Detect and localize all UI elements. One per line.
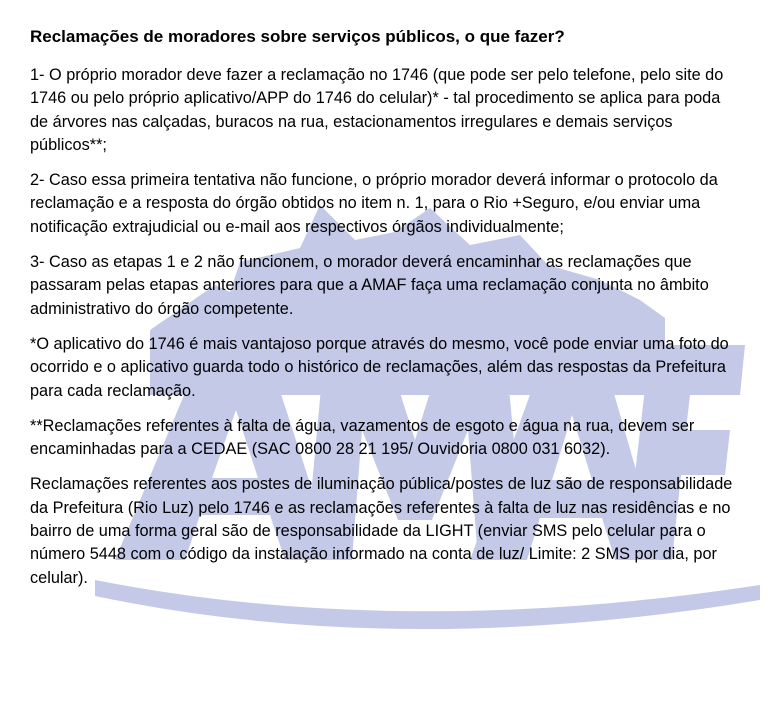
paragraph-step-2: 2- Caso essa primeira tentativa não funcione, o próprio morador deverá informar o protocolo da reclamação e a resposta do órgão obtidos no item n. 1, para o Rio +Seguro, e/ou enviar uma notificação extrajudicial ou e-mail aos respectivos órgãos individualmente; xyxy=(30,171,718,236)
document-title: Reclamações de moradores sobre serviços públicos, o que fazer? xyxy=(30,27,565,46)
paragraph-step-3: 3- Caso as etapas 1 e 2 não funcionem, o morador deverá encaminhar as reclamações que passaram pelas etapas anteriores para que a AMAF faça uma reclamação conjunta no âmbito administrativo do órgão competente. xyxy=(30,253,709,318)
footnote-app-advantage: *O aplicativo do 1746 é mais vantajoso porque através do mesmo, você pode enviar uma foto do ocorrido e o aplicativo guarda todo o histórico de reclamações, além das respostas da Prefeitura para cada reclamação. xyxy=(30,334,729,400)
paragraph-step-1: 1- O próprio morador deve fazer a reclamação no 1746 (que pode ser pelo telefone, pelo site do 1746 ou pelo próprio aplicativo/APP do 1746 do celular)* - tal procedimento se aplica para poda de árvores nas calçadas, buracos na rua, estacionamentos irregulares e demais serviços públicos**; xyxy=(30,66,724,154)
paragraph-lighting: Reclamações referentes aos postes de iluminação pública/postes de luz são de responsabilidade da Prefeitura (Rio Luz) pelo 1746 e as reclamações referentes à falta de luz nas residências e no bairro de uma forma geral são de responsabilidade da LIGHT (enviar SMS pelo celular para o número 5448 com o código da instalação informado na conta de luz/ Limite: 2 SMS por dia, por celular). xyxy=(30,475,733,587)
footnote-cedae: **Reclamações referentes à falta de água, vazamentos de esgoto e água na rua, devem ser encaminhadas para a CEDAE (SAC 0800 28 21 195/ Ouvidoria 0800 031 6032). xyxy=(30,416,695,459)
